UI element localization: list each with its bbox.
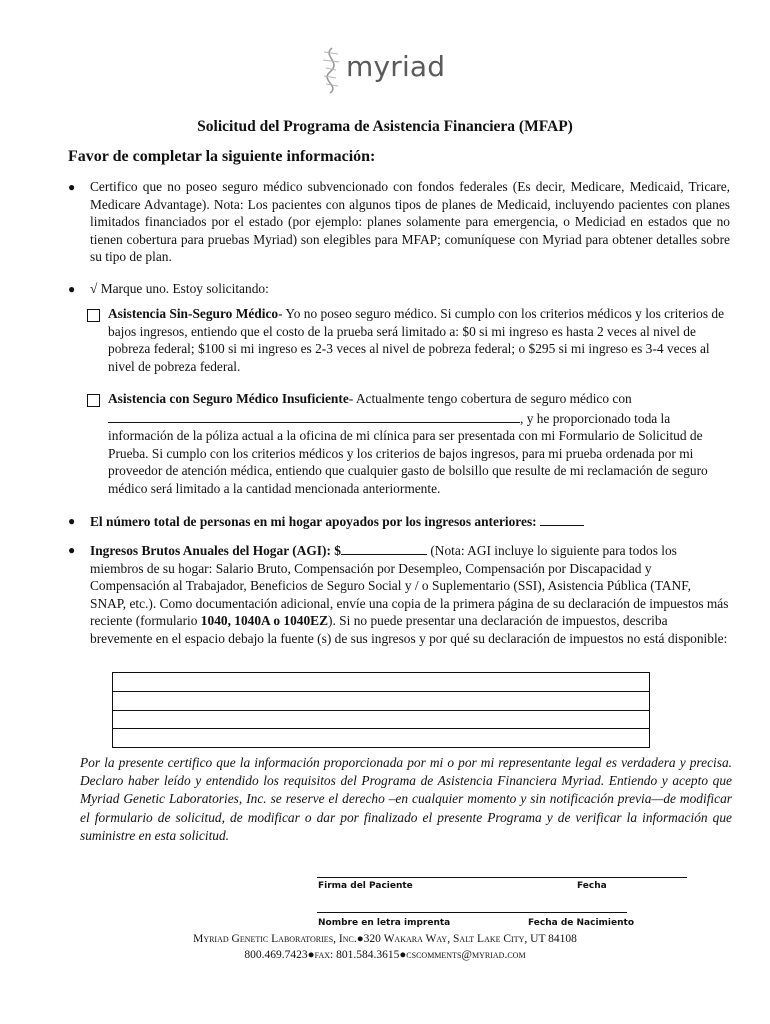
dna-helix-icon	[318, 46, 348, 94]
form-subtitle: Favor de completar la siguiente información:	[68, 148, 376, 165]
underinsured-option-label: Asistencia con Seguro Médico Insuficiente	[108, 391, 349, 406]
federal-insurance-statement: Certifico que no poseo seguro médico subvencionado con fondos federales (Es decir, Medicare, Medicaid, Tricare, Medicare Advantage). Nota: Los pacientes con algunos tipos de planes de Medicaid, incluyendo pacientes con planes limitados financiados por el estado (por ejemplo: planes solamente para emergencia, o Mediciad en estados que no tienen cobertura para pruebas Myriad) son elegibles para MFAP; comuníquese con Myriad para obtener detalles sobre su tipo de plan.	[90, 179, 730, 265]
underinsured-option-description-b: , y he proporcionado toda la información de la póliza actual a la oficina de mi clínica para ser presentada con mi Formulario de Solicitud de Prueba. Si cumplo con los criterios médicos y los criterios de bajos ingresos, para mi prueba ordenada por mi proveedor de atención médica, entiendo que cualquier gasto de bolsillo que resulte de mi reclamación de seguro médico será limitado a la cantidad mencionada anteriormente.	[108, 410, 708, 496]
agi-label: Ingresos Brutos Anuales del Hogar (AGI): $	[90, 543, 341, 558]
box-row-divider	[113, 728, 649, 729]
household-size-field[interactable]	[540, 512, 584, 526]
myriad-logo	[318, 46, 458, 96]
form-title: Solicitud del Programa de Asistencia Financiera (MFAP)	[197, 118, 573, 135]
bullet-marker: ●	[68, 543, 76, 557]
income-explanation-box[interactable]	[112, 672, 650, 748]
patient-signature-label: Firma del Paciente	[318, 881, 413, 891]
agi-note-b: ). Si no puede presentar una declaración de impuestos, describa brevemente en el espacio debajo la fuente (s) de sus ingresos y por qué su declaración de impuestos no está disponible:	[90, 613, 728, 646]
agi-question	[90, 541, 730, 648]
bullet-marker: ●	[68, 282, 76, 296]
logo-text: myriad	[346, 50, 446, 83]
signature-line[interactable]	[317, 877, 687, 878]
insurance-provider-field[interactable]	[108, 408, 520, 423]
bullet-marker: ●	[68, 180, 76, 194]
select-one-instruction: √ Marque uno. Estoy solicitando:	[90, 281, 269, 296]
uninsured-checkbox[interactable]	[87, 309, 100, 322]
box-row-divider	[113, 691, 649, 692]
birth-date-label: Fecha de Nacimiento	[528, 918, 635, 928]
company-contact: 800.469.7423●fax: 801.584.3615●cscomments@myriad.com	[244, 949, 526, 961]
printed-name-line[interactable]	[317, 912, 627, 913]
underinsured-option-description-a: - Actualmente tengo cobertura de seguro médico con	[348, 391, 632, 406]
agi-amount-field[interactable]	[341, 541, 427, 555]
underinsured-checkbox[interactable]	[87, 394, 100, 407]
tax-forms: 1040, 1040A o 1040EZ	[200, 613, 329, 629]
household-size-question	[90, 512, 730, 531]
certification-statement: Por la presente certifico que la información proporcionada por mi o por mi representante legal es verdadera y precisa. Declaro haber leído y entendido los requisitos del Programa de Asistencia Financiera Myriad. Entiendo y acepto que Myriad Genetic Laboratories, Inc. se reserve el derecho –en cualquier momento y sin notificación previa—de modificar el formulario de solicitud, de modificar o dar por finalizado el presente Programa y de verificar la información que suministre en esta solicitud.	[80, 755, 732, 843]
company-address: Myriad Genetic Laboratories, Inc.●320 Wakara Way, Salt Lake City, UT 84108	[193, 933, 577, 945]
uninsured-option-text	[108, 305, 730, 375]
agi-note-a: (Nota: AGI incluye lo siguiente para todos los miembros de su hogar: Salario Bruto, Compensación por Desempleo, Compensación por Discapacidad y Compensación al Trabajador, Beneficios de Seguro Social y / o Suplementario (SSI), Asistencia Pública (TANF, SNAP, etc.). Como documentación adicional, envíe una copia de la primera página de su declaración de impuestos más reciente (formulario	[90, 543, 729, 629]
underinsured-option-text	[108, 390, 730, 498]
household-size-label: El número total de personas en mi hogar apoyados por los ingresos anteriores:	[90, 514, 537, 529]
date-label: Fecha	[577, 881, 607, 891]
box-row-divider	[113, 710, 649, 711]
bullet-marker: ●	[68, 514, 76, 528]
uninsured-option-label: Asistencia Sin-Seguro Médico	[108, 306, 279, 321]
printed-name-label: Nombre en letra imprenta	[318, 918, 451, 928]
uninsured-option-description: - Yo no poseo seguro médico. Si cumplo con los criterios médicos y los criterios de bajos ingresos, entiendo que el costo de la prueba será limitado a: $0 si mi ingreso es hasta 2 veces al nivel de pobreza federal; $100 si mi ingreso es 2-3 veces al nivel de pobreza federal; o $295 si mi ingreso es 3-4 veces al nivel de pobreza federal.	[108, 306, 725, 374]
